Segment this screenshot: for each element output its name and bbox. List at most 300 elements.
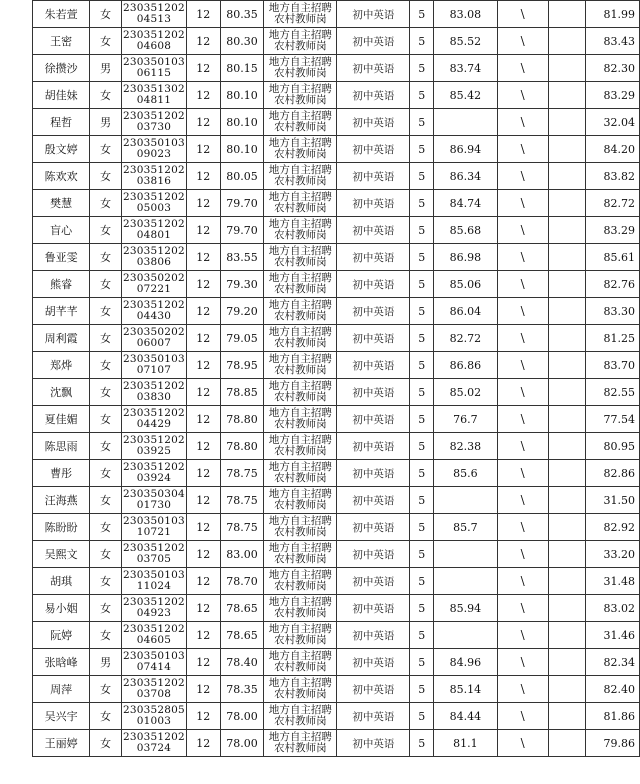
- quota-cell: 5: [410, 379, 434, 406]
- subject-cell: 初中英语: [337, 298, 410, 325]
- sex-cell: 女: [90, 163, 122, 190]
- name-cell: 王密: [33, 28, 90, 55]
- exam-id-cell: 23035120204801: [121, 217, 186, 244]
- quota-cell: 5: [410, 82, 434, 109]
- total-score-cell: 82.72: [586, 190, 640, 217]
- position-cell: 地方自主招聘农村教师岗: [264, 649, 337, 676]
- group-cell: 12: [186, 622, 220, 649]
- slash-cell: \: [497, 379, 548, 406]
- name-cell: 周萍: [33, 676, 90, 703]
- name-cell: 郑烨: [33, 352, 90, 379]
- table-row: [33, 163, 640, 190]
- exam-id-cell: 23035120204608: [121, 28, 186, 55]
- table-row: [33, 568, 640, 595]
- quota-cell: 5: [410, 352, 434, 379]
- blank-cell: [548, 676, 585, 703]
- name-cell: 陈盼盼: [33, 514, 90, 541]
- total-score-cell: 84.20: [586, 136, 640, 163]
- slash-cell: \: [497, 622, 548, 649]
- subject-cell: 初中英语: [337, 433, 410, 460]
- interview-score-cell: 85.94: [434, 595, 497, 622]
- group-cell: 12: [186, 433, 220, 460]
- position-cell: 地方自主招聘农村教师岗: [264, 325, 337, 352]
- position-cell: 地方自主招聘农村教师岗: [264, 82, 337, 109]
- total-score-cell: 31.46: [586, 622, 640, 649]
- group-cell: 12: [186, 379, 220, 406]
- subject-cell: 初中英语: [337, 541, 410, 568]
- written-score-cell: 78.40: [220, 649, 264, 676]
- total-score-cell: 81.99: [586, 1, 640, 28]
- quota-cell: 5: [410, 487, 434, 514]
- slash-cell: \: [497, 28, 548, 55]
- group-cell: 12: [186, 406, 220, 433]
- table-row: [33, 325, 640, 352]
- position-cell: 地方自主招聘农村教师岗: [264, 433, 337, 460]
- name-cell: 胡琪: [33, 568, 90, 595]
- name-cell: 沈飘: [33, 379, 90, 406]
- name-cell: 程哲: [33, 109, 90, 136]
- exam-id-cell: 23035120204429: [121, 406, 186, 433]
- subject-cell: 初中英语: [337, 730, 410, 757]
- group-cell: 12: [186, 136, 220, 163]
- interview-score-cell: 85.7: [434, 514, 497, 541]
- slash-cell: \: [497, 352, 548, 379]
- total-score-cell: 82.34: [586, 649, 640, 676]
- interview-score-cell: 86.04: [434, 298, 497, 325]
- blank-cell: [548, 730, 585, 757]
- quota-cell: 5: [410, 298, 434, 325]
- sex-cell: 女: [90, 28, 122, 55]
- exam-id-cell: 23035010307414: [121, 649, 186, 676]
- results-table: [32, 0, 640, 757]
- interview-score-cell: 85.06: [434, 271, 497, 298]
- exam-id-cell: 23035120203730: [121, 109, 186, 136]
- slash-cell: \: [497, 487, 548, 514]
- blank-cell: [548, 109, 585, 136]
- blank-cell: [548, 190, 585, 217]
- group-cell: 12: [186, 352, 220, 379]
- slash-cell: \: [497, 55, 548, 82]
- quota-cell: 5: [410, 541, 434, 568]
- blank-cell: [548, 136, 585, 163]
- blank-cell: [548, 217, 585, 244]
- blank-cell: [548, 487, 585, 514]
- slash-cell: \: [497, 460, 548, 487]
- quota-cell: 5: [410, 649, 434, 676]
- written-score-cell: 78.70: [220, 568, 264, 595]
- interview-score-cell: 81.1: [434, 730, 497, 757]
- name-cell: 殷文婷: [33, 136, 90, 163]
- exam-id-cell: 23035120204430: [121, 298, 186, 325]
- group-cell: 12: [186, 487, 220, 514]
- table-row: [33, 82, 640, 109]
- table-row: [33, 676, 640, 703]
- position-cell: 地方自主招聘农村教师岗: [264, 676, 337, 703]
- total-score-cell: 83.70: [586, 352, 640, 379]
- interview-score-cell: 76.7: [434, 406, 497, 433]
- table-row: [33, 271, 640, 298]
- total-score-cell: 82.30: [586, 55, 640, 82]
- position-cell: 地方自主招聘农村教师岗: [264, 109, 337, 136]
- sex-cell: 女: [90, 676, 122, 703]
- sex-cell: 女: [90, 433, 122, 460]
- total-score-cell: 31.50: [586, 487, 640, 514]
- position-cell: 地方自主招聘农村教师岗: [264, 163, 337, 190]
- position-cell: 地方自主招聘农村教师岗: [264, 595, 337, 622]
- exam-id-cell: 23035020207221: [121, 271, 186, 298]
- blank-cell: [548, 1, 585, 28]
- subject-cell: 初中英语: [337, 514, 410, 541]
- written-score-cell: 78.75: [220, 514, 264, 541]
- table-row: [33, 406, 640, 433]
- sex-cell: 女: [90, 352, 122, 379]
- quota-cell: 5: [410, 1, 434, 28]
- position-cell: 地方自主招聘农村教师岗: [264, 703, 337, 730]
- name-cell: 熊睿: [33, 271, 90, 298]
- slash-cell: \: [497, 190, 548, 217]
- table-row: [33, 487, 640, 514]
- slash-cell: \: [497, 514, 548, 541]
- exam-id-cell: 23035120203708: [121, 676, 186, 703]
- quota-cell: 5: [410, 568, 434, 595]
- sex-cell: 女: [90, 730, 122, 757]
- slash-cell: \: [497, 703, 548, 730]
- subject-cell: 初中英语: [337, 325, 410, 352]
- group-cell: 12: [186, 190, 220, 217]
- written-score-cell: 80.10: [220, 109, 264, 136]
- interview-score-cell: [434, 487, 497, 514]
- quota-cell: 5: [410, 676, 434, 703]
- table-row: [33, 244, 640, 271]
- total-score-cell: 83.30: [586, 298, 640, 325]
- subject-cell: 初中英语: [337, 460, 410, 487]
- blank-cell: [548, 271, 585, 298]
- interview-score-cell: 86.98: [434, 244, 497, 271]
- total-score-cell: 81.25: [586, 325, 640, 352]
- slash-cell: \: [497, 136, 548, 163]
- interview-score-cell: 85.42: [434, 82, 497, 109]
- written-score-cell: 78.85: [220, 379, 264, 406]
- quota-cell: 5: [410, 136, 434, 163]
- written-score-cell: 79.70: [220, 190, 264, 217]
- position-cell: 地方自主招聘农村教师岗: [264, 190, 337, 217]
- sex-cell: 女: [90, 568, 122, 595]
- group-cell: 12: [186, 460, 220, 487]
- group-cell: 12: [186, 163, 220, 190]
- total-score-cell: 80.95: [586, 433, 640, 460]
- interview-score-cell: 82.72: [434, 325, 497, 352]
- sex-cell: 女: [90, 244, 122, 271]
- blank-cell: [548, 514, 585, 541]
- position-cell: 地方自主招聘农村教师岗: [264, 1, 337, 28]
- quota-cell: 5: [410, 163, 434, 190]
- sex-cell: 女: [90, 514, 122, 541]
- written-score-cell: 78.65: [220, 595, 264, 622]
- written-score-cell: 80.35: [220, 1, 264, 28]
- total-score-cell: 82.86: [586, 460, 640, 487]
- position-cell: 地方自主招聘农村教师岗: [264, 298, 337, 325]
- total-score-cell: 81.86: [586, 703, 640, 730]
- table-row: [33, 541, 640, 568]
- interview-score-cell: 85.02: [434, 379, 497, 406]
- name-cell: 阮婷: [33, 622, 90, 649]
- interview-score-cell: 86.94: [434, 136, 497, 163]
- group-cell: 12: [186, 244, 220, 271]
- subject-cell: 初中英语: [337, 568, 410, 595]
- interview-score-cell: [434, 541, 497, 568]
- total-score-cell: 85.61: [586, 244, 640, 271]
- table-row: [33, 1, 640, 28]
- subject-cell: 初中英语: [337, 676, 410, 703]
- table-row: [33, 136, 640, 163]
- slash-cell: \: [497, 163, 548, 190]
- slash-cell: \: [497, 676, 548, 703]
- name-cell: 胡佳妹: [33, 82, 90, 109]
- blank-cell: [548, 82, 585, 109]
- written-score-cell: 78.35: [220, 676, 264, 703]
- written-score-cell: 78.80: [220, 433, 264, 460]
- slash-cell: \: [497, 541, 548, 568]
- table-row: [33, 514, 640, 541]
- quota-cell: 5: [410, 460, 434, 487]
- name-cell: 周利霞: [33, 325, 90, 352]
- group-cell: 12: [186, 595, 220, 622]
- slash-cell: \: [497, 1, 548, 28]
- sex-cell: 女: [90, 82, 122, 109]
- quota-cell: 5: [410, 244, 434, 271]
- name-cell: 盲心: [33, 217, 90, 244]
- group-cell: 12: [186, 298, 220, 325]
- table-row: [33, 622, 640, 649]
- slash-cell: \: [497, 406, 548, 433]
- blank-cell: [548, 55, 585, 82]
- exam-id-cell: 23035120203724: [121, 730, 186, 757]
- quota-cell: 5: [410, 433, 434, 460]
- position-cell: 地方自主招聘农村教师岗: [264, 28, 337, 55]
- position-cell: 地方自主招聘农村教师岗: [264, 541, 337, 568]
- position-cell: 地方自主招聘农村教师岗: [264, 730, 337, 757]
- quota-cell: 5: [410, 271, 434, 298]
- blank-cell: [548, 541, 585, 568]
- name-cell: 吴熙文: [33, 541, 90, 568]
- slash-cell: \: [497, 649, 548, 676]
- subject-cell: 初中英语: [337, 649, 410, 676]
- exam-id-cell: 23035280501003: [121, 703, 186, 730]
- group-cell: 12: [186, 649, 220, 676]
- blank-cell: [548, 298, 585, 325]
- exam-id-cell: 23035010306115: [121, 55, 186, 82]
- written-score-cell: 78.80: [220, 406, 264, 433]
- exam-id-cell: 23035120204923: [121, 595, 186, 622]
- interview-score-cell: 86.86: [434, 352, 497, 379]
- slash-cell: \: [497, 730, 548, 757]
- position-cell: 地方自主招聘农村教师岗: [264, 514, 337, 541]
- total-score-cell: 82.76: [586, 271, 640, 298]
- table-row: [33, 190, 640, 217]
- exam-id-cell: 23035030401730: [121, 487, 186, 514]
- name-cell: 曹彤: [33, 460, 90, 487]
- group-cell: 12: [186, 109, 220, 136]
- written-score-cell: 78.75: [220, 487, 264, 514]
- exam-id-cell: 23035010307107: [121, 352, 186, 379]
- interview-score-cell: 85.14: [434, 676, 497, 703]
- total-score-cell: 82.40: [586, 676, 640, 703]
- written-score-cell: 83.00: [220, 541, 264, 568]
- blank-cell: [548, 379, 585, 406]
- subject-cell: 初中英语: [337, 622, 410, 649]
- position-cell: 地方自主招聘农村教师岗: [264, 136, 337, 163]
- group-cell: 12: [186, 55, 220, 82]
- position-cell: 地方自主招聘农村教师岗: [264, 487, 337, 514]
- table-row: [33, 28, 640, 55]
- position-cell: 地方自主招聘农村教师岗: [264, 244, 337, 271]
- subject-cell: 初中英语: [337, 55, 410, 82]
- slash-cell: \: [497, 217, 548, 244]
- group-cell: 12: [186, 514, 220, 541]
- group-cell: 12: [186, 82, 220, 109]
- sex-cell: 女: [90, 298, 122, 325]
- subject-cell: 初中英语: [337, 379, 410, 406]
- exam-id-cell: 23035120205003: [121, 190, 186, 217]
- blank-cell: [548, 649, 585, 676]
- exam-id-cell: 23035120204605: [121, 622, 186, 649]
- blank-cell: [548, 595, 585, 622]
- subject-cell: 初中英语: [337, 163, 410, 190]
- quota-cell: 5: [410, 325, 434, 352]
- written-score-cell: 78.95: [220, 352, 264, 379]
- table-row: [33, 460, 640, 487]
- exam-id-cell: 23035120203830: [121, 379, 186, 406]
- group-cell: 12: [186, 271, 220, 298]
- slash-cell: \: [497, 433, 548, 460]
- subject-cell: 初中英语: [337, 82, 410, 109]
- interview-score-cell: 86.34: [434, 163, 497, 190]
- written-score-cell: 80.10: [220, 136, 264, 163]
- quota-cell: 5: [410, 514, 434, 541]
- written-score-cell: 78.00: [220, 730, 264, 757]
- table-row: [33, 109, 640, 136]
- table-row: [33, 55, 640, 82]
- sex-cell: 女: [90, 541, 122, 568]
- subject-cell: 初中英语: [337, 703, 410, 730]
- subject-cell: 初中英语: [337, 352, 410, 379]
- sex-cell: 女: [90, 379, 122, 406]
- position-cell: 地方自主招聘农村教师岗: [264, 379, 337, 406]
- total-score-cell: 77.54: [586, 406, 640, 433]
- sex-cell: 女: [90, 190, 122, 217]
- subject-cell: 初中英语: [337, 1, 410, 28]
- total-score-cell: 32.04: [586, 109, 640, 136]
- written-score-cell: 79.70: [220, 217, 264, 244]
- sex-cell: 女: [90, 595, 122, 622]
- subject-cell: 初中英语: [337, 271, 410, 298]
- table-row: [33, 352, 640, 379]
- position-cell: 地方自主招聘农村教师岗: [264, 55, 337, 82]
- name-cell: 樊慧: [33, 190, 90, 217]
- blank-cell: [548, 703, 585, 730]
- table-body: [33, 1, 640, 757]
- blank-cell: [548, 352, 585, 379]
- name-cell: 吴兴宇: [33, 703, 90, 730]
- subject-cell: 初中英语: [337, 487, 410, 514]
- exam-id-cell: 23035020206007: [121, 325, 186, 352]
- blank-cell: [548, 244, 585, 271]
- name-cell: 易小姻: [33, 595, 90, 622]
- total-score-cell: 83.43: [586, 28, 640, 55]
- group-cell: 12: [186, 217, 220, 244]
- slash-cell: \: [497, 271, 548, 298]
- table-row: [33, 703, 640, 730]
- table-row: [33, 595, 640, 622]
- interview-score-cell: 83.74: [434, 55, 497, 82]
- group-cell: 12: [186, 1, 220, 28]
- exam-id-cell: 23035120203806: [121, 244, 186, 271]
- quota-cell: 5: [410, 406, 434, 433]
- table-row: [33, 217, 640, 244]
- table-row: [33, 649, 640, 676]
- quota-cell: 5: [410, 190, 434, 217]
- blank-cell: [548, 568, 585, 595]
- name-cell: 陈思雨: [33, 433, 90, 460]
- slash-cell: \: [497, 109, 548, 136]
- exam-id-cell: 23035120204513: [121, 1, 186, 28]
- sex-cell: 女: [90, 1, 122, 28]
- group-cell: 12: [186, 325, 220, 352]
- written-score-cell: 78.65: [220, 622, 264, 649]
- written-score-cell: 80.05: [220, 163, 264, 190]
- subject-cell: 初中英语: [337, 28, 410, 55]
- total-score-cell: 83.82: [586, 163, 640, 190]
- name-cell: 胡芊芊: [33, 298, 90, 325]
- name-cell: 鲁亚雯: [33, 244, 90, 271]
- slash-cell: \: [497, 298, 548, 325]
- sex-cell: 女: [90, 487, 122, 514]
- quota-cell: 5: [410, 109, 434, 136]
- exam-id-cell: 23035130204811: [121, 82, 186, 109]
- blank-cell: [548, 325, 585, 352]
- subject-cell: 初中英语: [337, 244, 410, 271]
- interview-score-cell: 85.68: [434, 217, 497, 244]
- quota-cell: 5: [410, 217, 434, 244]
- position-cell: 地方自主招聘农村教师岗: [264, 568, 337, 595]
- written-score-cell: 79.30: [220, 271, 264, 298]
- total-score-cell: 33.20: [586, 541, 640, 568]
- exam-id-cell: 23035010311024: [121, 568, 186, 595]
- exam-id-cell: 23035120203925: [121, 433, 186, 460]
- written-score-cell: 80.10: [220, 82, 264, 109]
- name-cell: 朱若萱: [33, 1, 90, 28]
- total-score-cell: 83.29: [586, 217, 640, 244]
- blank-cell: [548, 163, 585, 190]
- group-cell: 12: [186, 541, 220, 568]
- total-score-cell: 79.86: [586, 730, 640, 757]
- quota-cell: 5: [410, 55, 434, 82]
- name-cell: 汪海燕: [33, 487, 90, 514]
- sex-cell: 男: [90, 649, 122, 676]
- sex-cell: 男: [90, 109, 122, 136]
- name-cell: 陈欢欢: [33, 163, 90, 190]
- name-cell: 夏佳媚: [33, 406, 90, 433]
- position-cell: 地方自主招聘农村教师岗: [264, 622, 337, 649]
- blank-cell: [548, 433, 585, 460]
- position-cell: 地方自主招聘农村教师岗: [264, 406, 337, 433]
- written-score-cell: 79.05: [220, 325, 264, 352]
- position-cell: 地方自主招聘农村教师岗: [264, 271, 337, 298]
- position-cell: 地方自主招聘农村教师岗: [264, 352, 337, 379]
- sex-cell: 男: [90, 55, 122, 82]
- written-score-cell: 78.00: [220, 703, 264, 730]
- written-score-cell: 80.30: [220, 28, 264, 55]
